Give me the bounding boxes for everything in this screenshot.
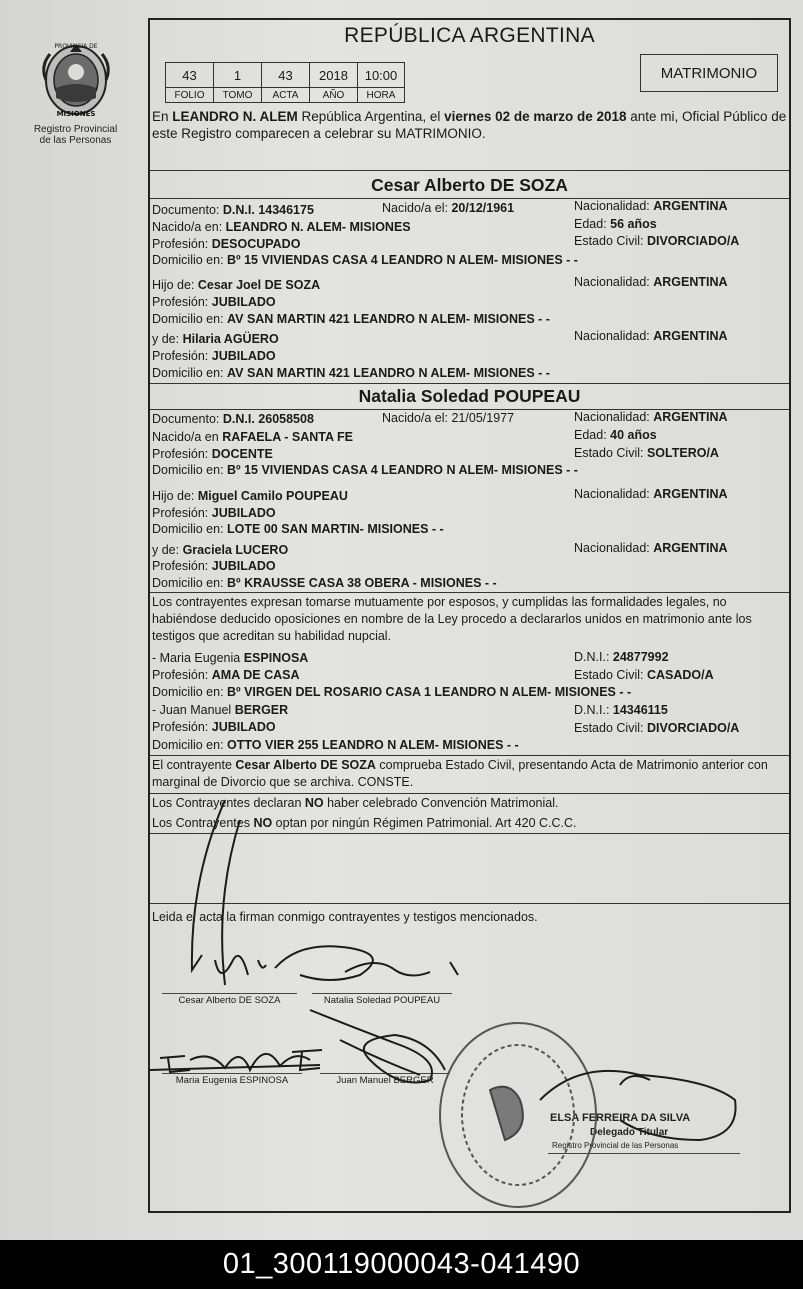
seal-caption-line2: de las Personas [39,135,112,146]
label: y de: [152,543,183,557]
value: JUBILADO [211,295,276,309]
bride-estado-civil [574,446,719,461]
anio-label: AÑO [310,88,358,103]
witness2-name [152,703,288,718]
label: Hijo de: [152,489,198,503]
value: 20/12/1961 [451,201,515,215]
folio-value: 43 [166,63,214,88]
svg-text:MISIONES: MISIONES [56,110,95,118]
note-rest: comprueba Estado Civil, presentando Acta de Matrimonio anterior con marginal de Divorcio que se archiva. CONSTE. [152,758,768,789]
svg-text:PROVINCIA DE: PROVINCIA DE [53,43,98,50]
label: Domicilio en: [152,463,228,477]
declaration-paragraph: Los contrayentes expresan tomarse mutuamente por esposos, y cumplidas las formalidades legales, no habiéndose deducido oposiciones en nombre de la Ley procedo a declararlos unidos en matrimonio ante los testigos que acreditan su habilidad nupcial. [152,595,752,643]
bride-father-profesion [152,506,276,521]
bride-edad [574,428,657,443]
bride-nacido [382,411,514,426]
bride-mother-profesion [152,559,276,574]
label: Profesión: [152,668,212,682]
record-frame [148,18,791,1213]
value: 14346115 [612,703,668,717]
groom-mother-profesion [152,349,276,364]
conv2-bold: NO [253,816,273,830]
groom-mother-nacionalidad [574,329,728,344]
value: 24877992 [612,650,669,664]
value: DOCENTE [211,447,273,461]
convention-line1 [152,795,788,812]
value: JUBILADO [211,506,276,520]
value: ARGENTINA [653,275,728,289]
groom-profesion [152,237,300,252]
signature-line [312,993,452,994]
witness2-profesion [152,720,276,735]
value: Bº 15 VIVIENDAS CASA 4 LEANDRO N ALEM- MISIONES - - [227,463,578,477]
label: Domicilio en: [152,366,228,380]
value: D.N.I. 14346175 [222,203,314,217]
label: Nacido/a el: [382,411,452,425]
label: Edad: [574,217,611,231]
groom-documento [152,203,314,218]
conv2-rest: optan por ningún Régimen Patrimonial. Art 420 C.C.C. [272,816,577,830]
label: Edad: [574,428,611,442]
witness1-signature-label: Maria Eugenia ESPINOSA [175,1075,289,1086]
bride-father-domicilio [152,522,444,537]
witness1-name [152,651,308,666]
label: Nacionalidad: [574,410,654,424]
official-title: Delegado Titular [590,1127,669,1138]
acta-label: ACTA [262,88,310,103]
conv2-prefix: Los Contrayentes [152,816,254,830]
intro-paragraph [152,108,788,142]
divider [150,170,789,171]
label: Domicilio en: [152,253,228,267]
value: Bº VIRGEN DEL ROSARIO CASA 1 LEANDRO N ALEM- MISIONES - - [227,685,632,699]
divider [150,903,789,904]
signature-line [548,1153,740,1154]
label: Domicilio en: [152,685,228,699]
bride-domicilio [152,463,578,478]
divider [150,833,789,834]
value: Miguel Camilo POUPEAU [197,489,348,503]
value: 21/05/1977 [451,411,515,425]
label: Profesión: [152,559,212,573]
conv1-prefix: Los Contrayentes declaran [152,796,305,810]
value: AMA DE CASA [211,668,300,682]
witness1-dni [574,650,669,665]
value: Graciela LUCERO [182,543,289,557]
note-name: Cesar Alberto DE SOZA [235,758,376,772]
groom-father-domicilio [152,312,550,327]
divider [150,793,789,794]
hora-value: 10:00 [358,63,405,88]
groom-mother-domicilio [152,366,550,381]
label: Nacionalidad: [574,329,654,343]
conv1-rest: haber celebrado Convención Matrimonial. [323,796,559,810]
divider [150,592,789,593]
document-id-footer: 01_300119000043-041490 [0,1240,803,1289]
intro-date: viernes 02 de marzo de 2018 [444,109,627,124]
divider [150,383,789,384]
groom-edad [574,217,657,232]
label: Domicilio en: [152,522,228,536]
groom-lugar [152,220,411,235]
bride-father [152,489,348,504]
value: JUBILADO [211,559,276,573]
value: 40 años [610,428,657,442]
value: JUBILADO [211,349,276,363]
value: BERGER [234,703,289,717]
value: ARGENTINA [653,487,728,501]
acta-value: 43 [262,63,310,88]
groom-domicilio [152,253,578,268]
label: - Maria Eugenia [152,651,244,665]
official-office: Registro Provincial de las Personas [552,1141,679,1150]
bride-nacionalidad [574,410,728,425]
witness1-profesion [152,668,300,683]
value: OTTO VIER 255 LEANDRO N ALEM- MISIONES - - [227,738,519,752]
page-title: REPÚBLICA ARGENTINA [344,24,595,47]
groom-mother [152,332,279,347]
bride-name: Natalia Soledad POUPEAU [358,386,581,406]
record-type-box: MATRIMONIO [640,54,778,92]
value: ARGENTINA [653,329,728,343]
witness2-estado-civil [574,721,739,736]
label: Nacionalidad: [574,199,654,213]
closing-statement: Leida el acta la firman conmigo contrayentes y testigos mencionados. [152,910,538,924]
value: ARGENTINA [653,410,728,424]
value: LEANDRO N. ALEM- MISIONES [225,220,411,234]
provincial-seal [28,36,123,146]
bride-documento [152,412,314,427]
label: Profesión: [152,295,212,309]
misiones-coat-of-arms-icon [36,36,116,120]
value: AV SAN MARTIN 421 LEANDRO N ALEM- MISIONES - - [227,312,550,326]
value: Cesar Joel DE SOZA [197,278,321,292]
value: ARGENTINA [653,541,728,555]
seal-caption-line1: Registro Provincial [33,124,118,135]
witness1-domicilio [152,685,631,700]
label: Nacido/a en: [152,220,226,234]
value: DESOCUPADO [211,237,301,251]
value: DIVORCIADO/A [646,721,740,735]
label: Nacionalidad: [574,275,654,289]
label: D.N.I.: [574,703,613,717]
label: - Juan Manuel [152,703,235,717]
value: RAFAELA - SANTA FE [222,430,353,444]
label: Documento: [152,203,223,217]
signature-line [320,1073,450,1074]
value: JUBILADO [211,720,276,734]
label: Profesión: [152,237,212,251]
value: Bº KRAUSSE CASA 38 OBERA - MISIONES - - [227,576,497,590]
intro-mid: República Argentina, el [297,109,445,124]
label: Estado Civil: [574,721,647,735]
label: Nacionalidad: [574,487,654,501]
label: Profesión: [152,349,212,363]
bride-father-nacionalidad [574,487,728,502]
label: Estado Civil: [574,234,647,248]
label: Nacionalidad: [574,541,654,555]
bride-signature-label: Natalia Soledad POUPEAU [323,995,441,1006]
label: Documento: [152,412,223,426]
hora-label: HORA [358,88,405,103]
convention-line2 [152,815,788,832]
witness2-dni [574,703,668,718]
label: Hijo de: [152,278,198,292]
label: Estado Civil: [574,668,647,682]
signature-line [162,993,297,994]
groom-signature-label: Cesar Alberto DE SOZA [178,995,281,1006]
seal-caption [28,124,123,146]
witness2-domicilio [152,738,519,753]
value: LOTE 00 SAN MARTIN- MISIONES - - [227,522,444,536]
value: DIVORCIADO/A [646,234,740,248]
label: Domicilio en: [152,576,228,590]
intro-rest: ante mi, Oficial Público de este Registro comparecen a celebrar su MATRIMONIO. [152,109,787,141]
civil-status-note [152,757,788,791]
label: D.N.I.: [574,650,613,664]
label: Nacido/a en [152,430,223,444]
value: CASADO/A [646,668,714,682]
tomo-label: TOMO [214,88,262,103]
tomo-value: 1 [214,63,262,88]
value: ARGENTINA [653,199,728,213]
groom-nacionalidad [574,199,728,214]
record-meta-table [165,62,405,103]
value: Bº 15 VIVIENDAS CASA 4 LEANDRO N ALEM- MISIONES - - [227,253,578,267]
bride-profesion [152,447,273,462]
intro-prefix: En [152,109,173,124]
witness1-estado-civil [574,668,714,683]
conv1-bold: NO [304,796,324,810]
divider [150,755,789,756]
anio-value: 2018 [310,63,358,88]
label: y de: [152,332,183,346]
official-name: ELSA FERREIRA DA SILVA [550,1112,691,1124]
value: SOLTERO/A [646,446,719,460]
label: Nacido/a el: [382,201,452,215]
value: D.N.I. 26058508 [222,412,314,426]
groom-father-profesion [152,295,276,310]
value: AV SAN MARTIN 421 LEANDRO N ALEM- MISIONES - - [227,366,550,380]
intro-place: LEANDRO N. ALEM [172,109,298,124]
label: Profesión: [152,506,212,520]
signature-line [162,1073,302,1074]
groom-estado-civil [574,234,739,249]
witness2-signature-label: Juan Manuel BERGER [336,1075,434,1086]
bride-mother-nacionalidad [574,541,728,556]
bride-mother [152,543,288,558]
groom-name: Cesar Alberto DE SOZA [371,175,568,195]
groom-father [152,278,320,293]
label: Estado Civil: [574,446,647,460]
label: Profesión: [152,447,212,461]
value: 56 años [610,217,657,231]
label: Domicilio en: [152,738,228,752]
bride-mother-domicilio [152,576,497,591]
label: Profesión: [152,720,212,734]
folio-label: FOLIO [166,88,214,103]
groom-nacido [382,201,514,216]
label: Domicilio en: [152,312,228,326]
value: ESPINOSA [243,651,309,665]
note-prefix: El contrayente [152,758,236,772]
bride-lugar [152,430,353,445]
value: Hilaria AGÜERO [182,332,279,346]
groom-father-nacionalidad [574,275,728,290]
